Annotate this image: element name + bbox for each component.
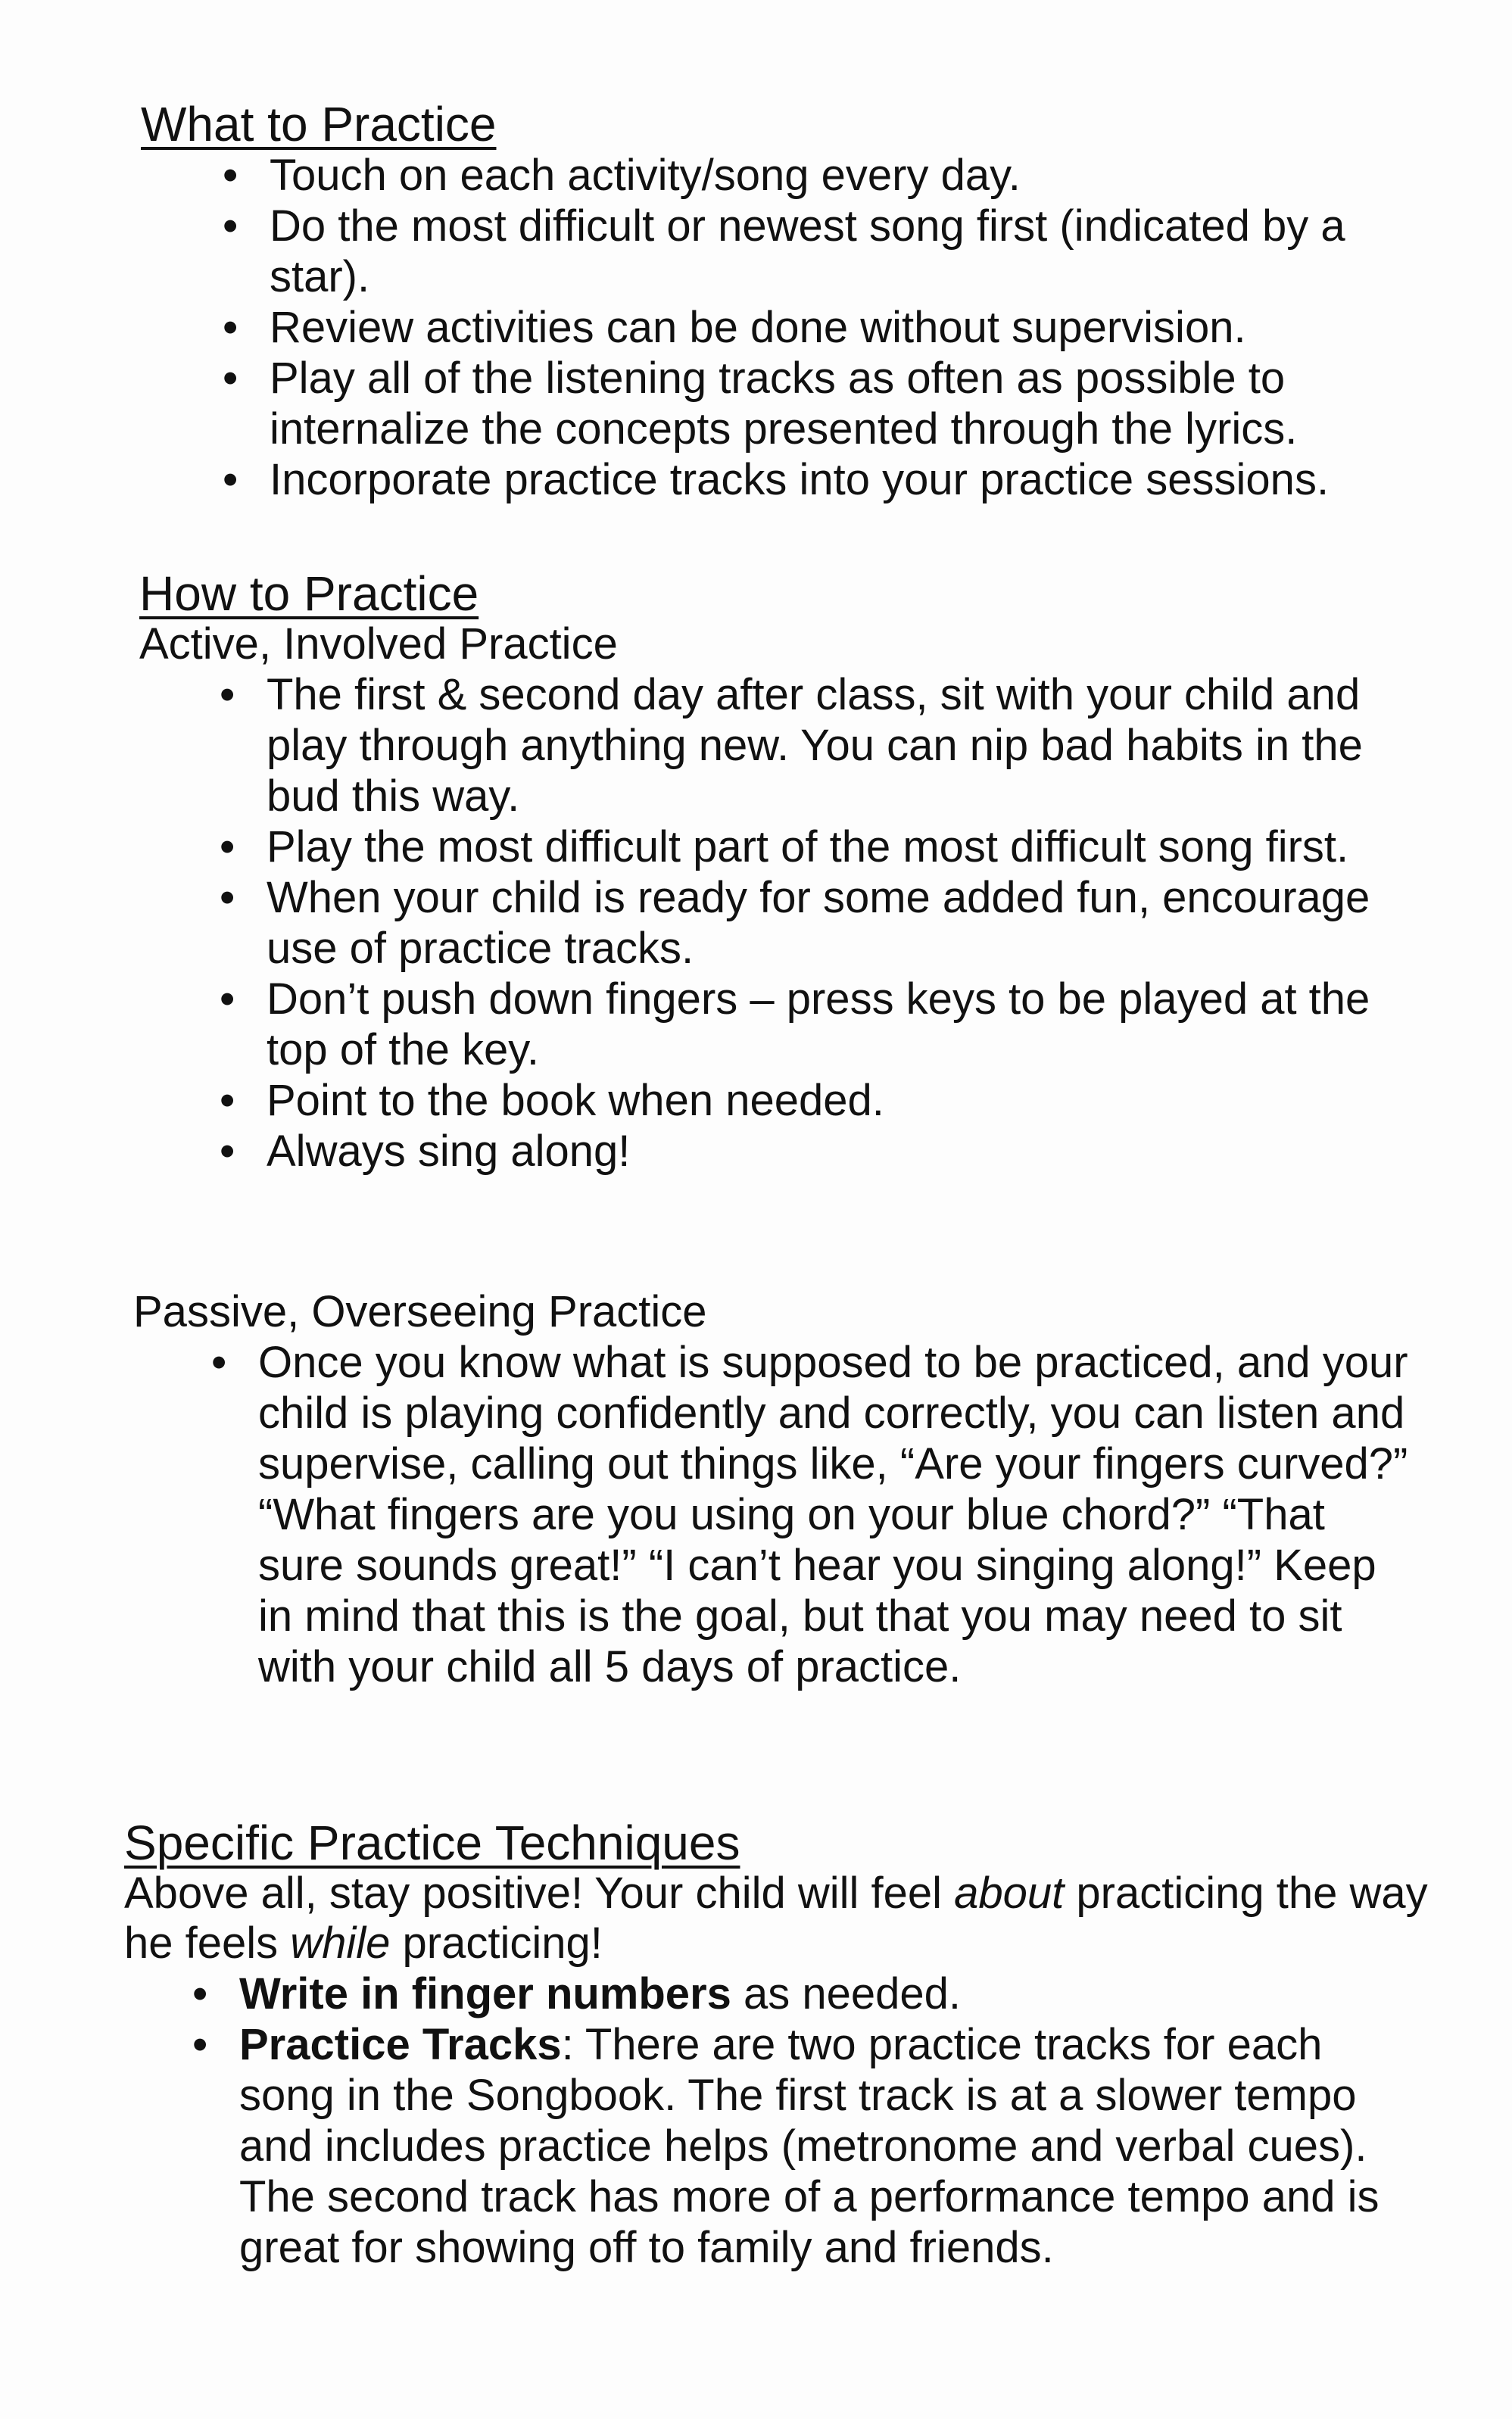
bullet-icon: • — [223, 303, 238, 352]
bullet-icon: • — [220, 873, 235, 922]
bullet-icon: • — [220, 974, 235, 1024]
what-to-practice-section — [141, 98, 1428, 505]
list-item: • Play the most difficult part of the most difficult song first. — [220, 822, 1349, 871]
what-to-practice-heading: What to Practice — [141, 97, 497, 151]
bullet-icon: • — [220, 1076, 235, 1125]
bullet-icon: • — [223, 151, 238, 200]
list-item: • The first & second day after class, sit with your child and play through anything new. You can nip bad habits in the bud this way. — [220, 670, 1363, 821]
bullet-icon: • — [192, 2020, 208, 2069]
bullet-icon: • — [223, 455, 238, 504]
list-item: • Point to the book when needed. — [220, 1076, 884, 1125]
bullet-icon: • — [223, 354, 238, 403]
what-to-practice-list — [223, 150, 1405, 505]
passive-practice-list — [211, 1337, 1409, 1692]
active-practice-subheading: Active, Involved Practice — [139, 619, 618, 669]
list-item: • Review activities can be done without supervision. — [223, 303, 1246, 352]
list-item: • Write in finger numbers as needed. — [192, 1969, 962, 2018]
list-item: • Play all of the listening tracks as often as possible to internalize the concepts presented through the lyrics. — [223, 354, 1298, 454]
list-item: • Don’t push down fingers – press keys to be played at the top of the key. — [220, 974, 1370, 1074]
specific-techniques-section — [124, 1817, 1442, 2273]
passive-practice-section — [133, 1287, 1436, 1692]
bullet-icon: • — [220, 822, 235, 871]
specific-techniques-heading: Specific Practice Techniques — [124, 1816, 740, 1870]
list-item: • Once you know what is supposed to be practiced, and your child is playing confidently and correctly, you can listen and supervise, calling out things like, “Are your fingers curved?” “What fingers are you using on your blue chord?” “That sure sounds great!” “I can’t hear you singing along!” Keep in mind that this is the goal, but that you may need to sit with your child all 5 days of practice. — [211, 1338, 1408, 1691]
bullet-icon: • — [220, 670, 235, 719]
techniques-intro: Above all, stay positive! Your child will feel about practicing the way he feels while practicing! — [124, 1869, 1428, 1968]
bullet-icon: • — [192, 1969, 208, 2018]
techniques-list — [192, 1969, 1420, 2273]
how-to-practice-section — [139, 568, 1442, 1177]
list-item: • Touch on each activity/song every day. — [223, 151, 1021, 200]
bullet-icon: • — [223, 201, 238, 251]
list-item: • Always sing along! — [220, 1127, 631, 1176]
how-to-practice-heading: How to Practice — [139, 566, 479, 621]
list-item: • When your child is ready for some added fun, encourage use of practice tracks. — [220, 873, 1370, 973]
bullet-icon: • — [211, 1338, 227, 1387]
active-practice-list — [220, 669, 1417, 1177]
bullet-icon: • — [220, 1127, 235, 1176]
list-item: • Incorporate practice tracks into your practice sessions. — [223, 455, 1330, 504]
passive-practice-subheading: Passive, Overseeing Practice — [133, 1287, 707, 1336]
list-item: • Do the most difficult or newest song first (indicated by a star). — [223, 201, 1345, 301]
list-item: • Practice Tracks: There are two practice tracks for each song in the Songbook. The first track is at a slower tempo and includes practice helps (metronome and verbal cues). The second track has more of a performance tempo and is great for showing off to family and friends. — [192, 2020, 1380, 2272]
